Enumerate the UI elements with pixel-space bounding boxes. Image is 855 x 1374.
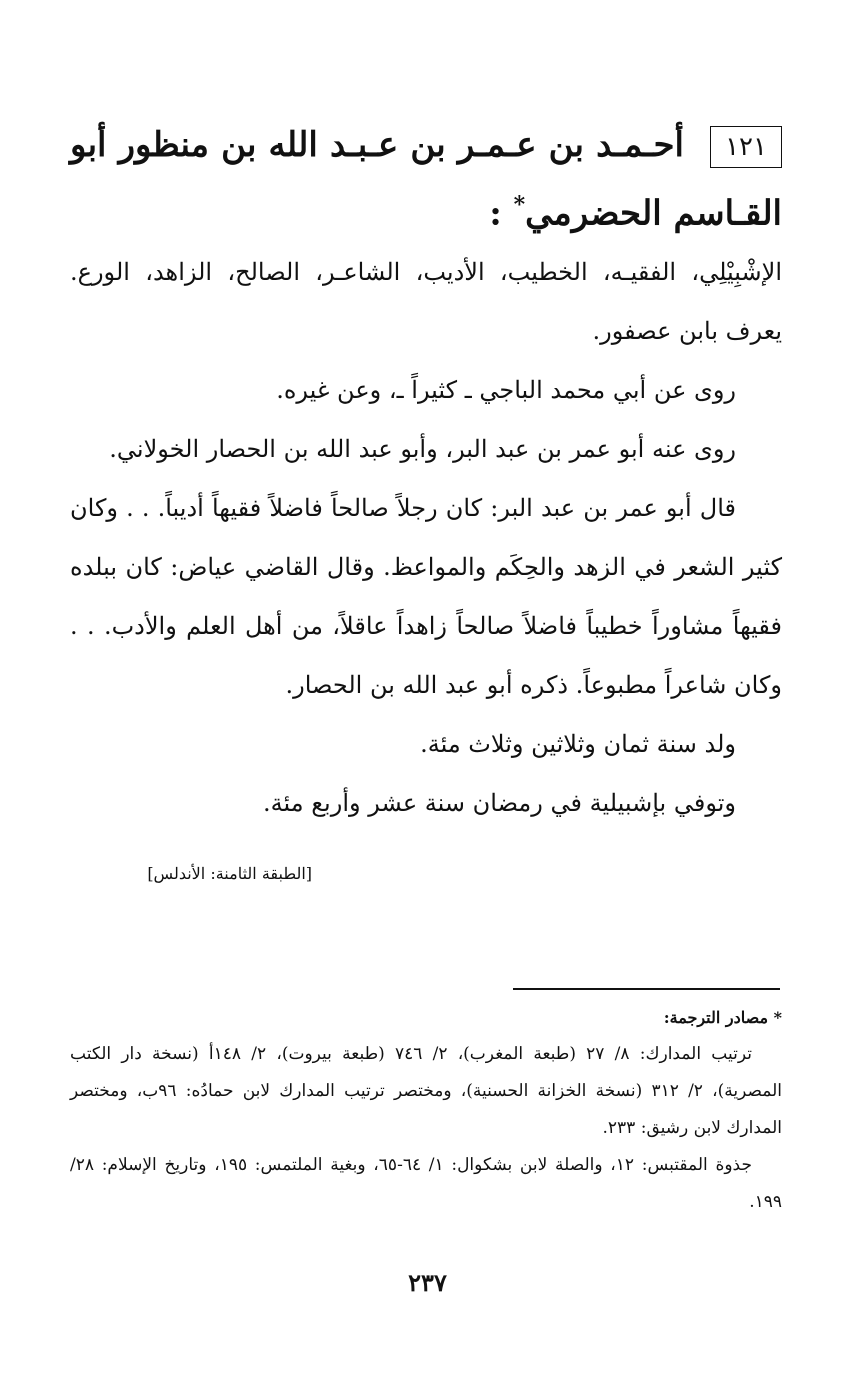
paragraph-quotes: قال أبو عمر بن عبد البر: كان رجلاً صالحاً فاضلاً فقيهاً أديباً. . . وكان كثير الشعر في الزهد والحِكَم والمواعظ. وقال القاضي عياض: كان ببلده فقيهاً مشاوراً خطيباً فاضلاً صالحاً زاهداً عاقلاً، من أهل العلم والأدب. . . وكان شاعراً مطبوعاً. ذكره أبو عبد الله بن الحصار.	[70, 494, 782, 700]
paragraph-narrated-from: روى عن أبي محمد الباجي ـ كثيراً ـ، وعن غيره.	[276, 376, 736, 405]
source-marker: *	[513, 192, 526, 218]
entry-name: أحـمـد بن عـمـر بن عـبـد الله بن منظور أبو القـاسم الحضرمي	[70, 125, 782, 234]
footnote-item: ترتيب المدارك: ٨/ ٢٧ (طبعة المغرب)، ٢/ ٧٤٦ (طبعة بيروت)، ٢/ ١٤٨أ (نسخة دار الكتب المصرية)، ٢/ ٣١٢ (نسخة الخزانة الحسنية)، ومختصر ترتيب المدارك لابن حمادُه: ٩٦ب، ومختصر المدارك لابن رشيق: ٢٣٣.	[70, 1044, 782, 1138]
paragraph-birth: ولد سنة ثمان وثلاثين وثلاث مئة.	[420, 730, 736, 759]
paragraph-description: الإشْبِيْلِي، الفقيـه، الخطيب، الأديب، الشاعـر، الصالح، الزاهد، الورع. يعرف بابن عصفور.	[70, 258, 782, 346]
paragraph-death: وتوفي بإشبيلية في رمضان سنة عشر وأربع مئة.	[263, 789, 736, 818]
footnotes	[70, 1000, 782, 1221]
layer-note: [الطبقة الثامنة: الأندلس]	[147, 864, 312, 884]
page-body	[70, 115, 782, 889]
entry-colon: :	[489, 193, 502, 234]
entry-number: ١٢١	[710, 126, 782, 168]
paragraph-narrated-by: روى عنه أبو عمر بن عبد البر، وأبو عبد الله بن الحصار الخولاني.	[109, 435, 736, 464]
footnote-item: جذوة المقتبس: ١٢، والصلة لابن بشكوال: ١/ ٦٤-٦٥، وبغية الملتمس: ١٩٥، وتاريخ الإسلام: ٢٨/ ١٩٩.	[70, 1155, 782, 1212]
footnote-title: * مصادر الترجمة:	[663, 1008, 782, 1027]
footnote-divider	[513, 988, 780, 990]
page-number: ٢٣٧	[408, 1268, 447, 1297]
entry-heading	[70, 115, 782, 243]
